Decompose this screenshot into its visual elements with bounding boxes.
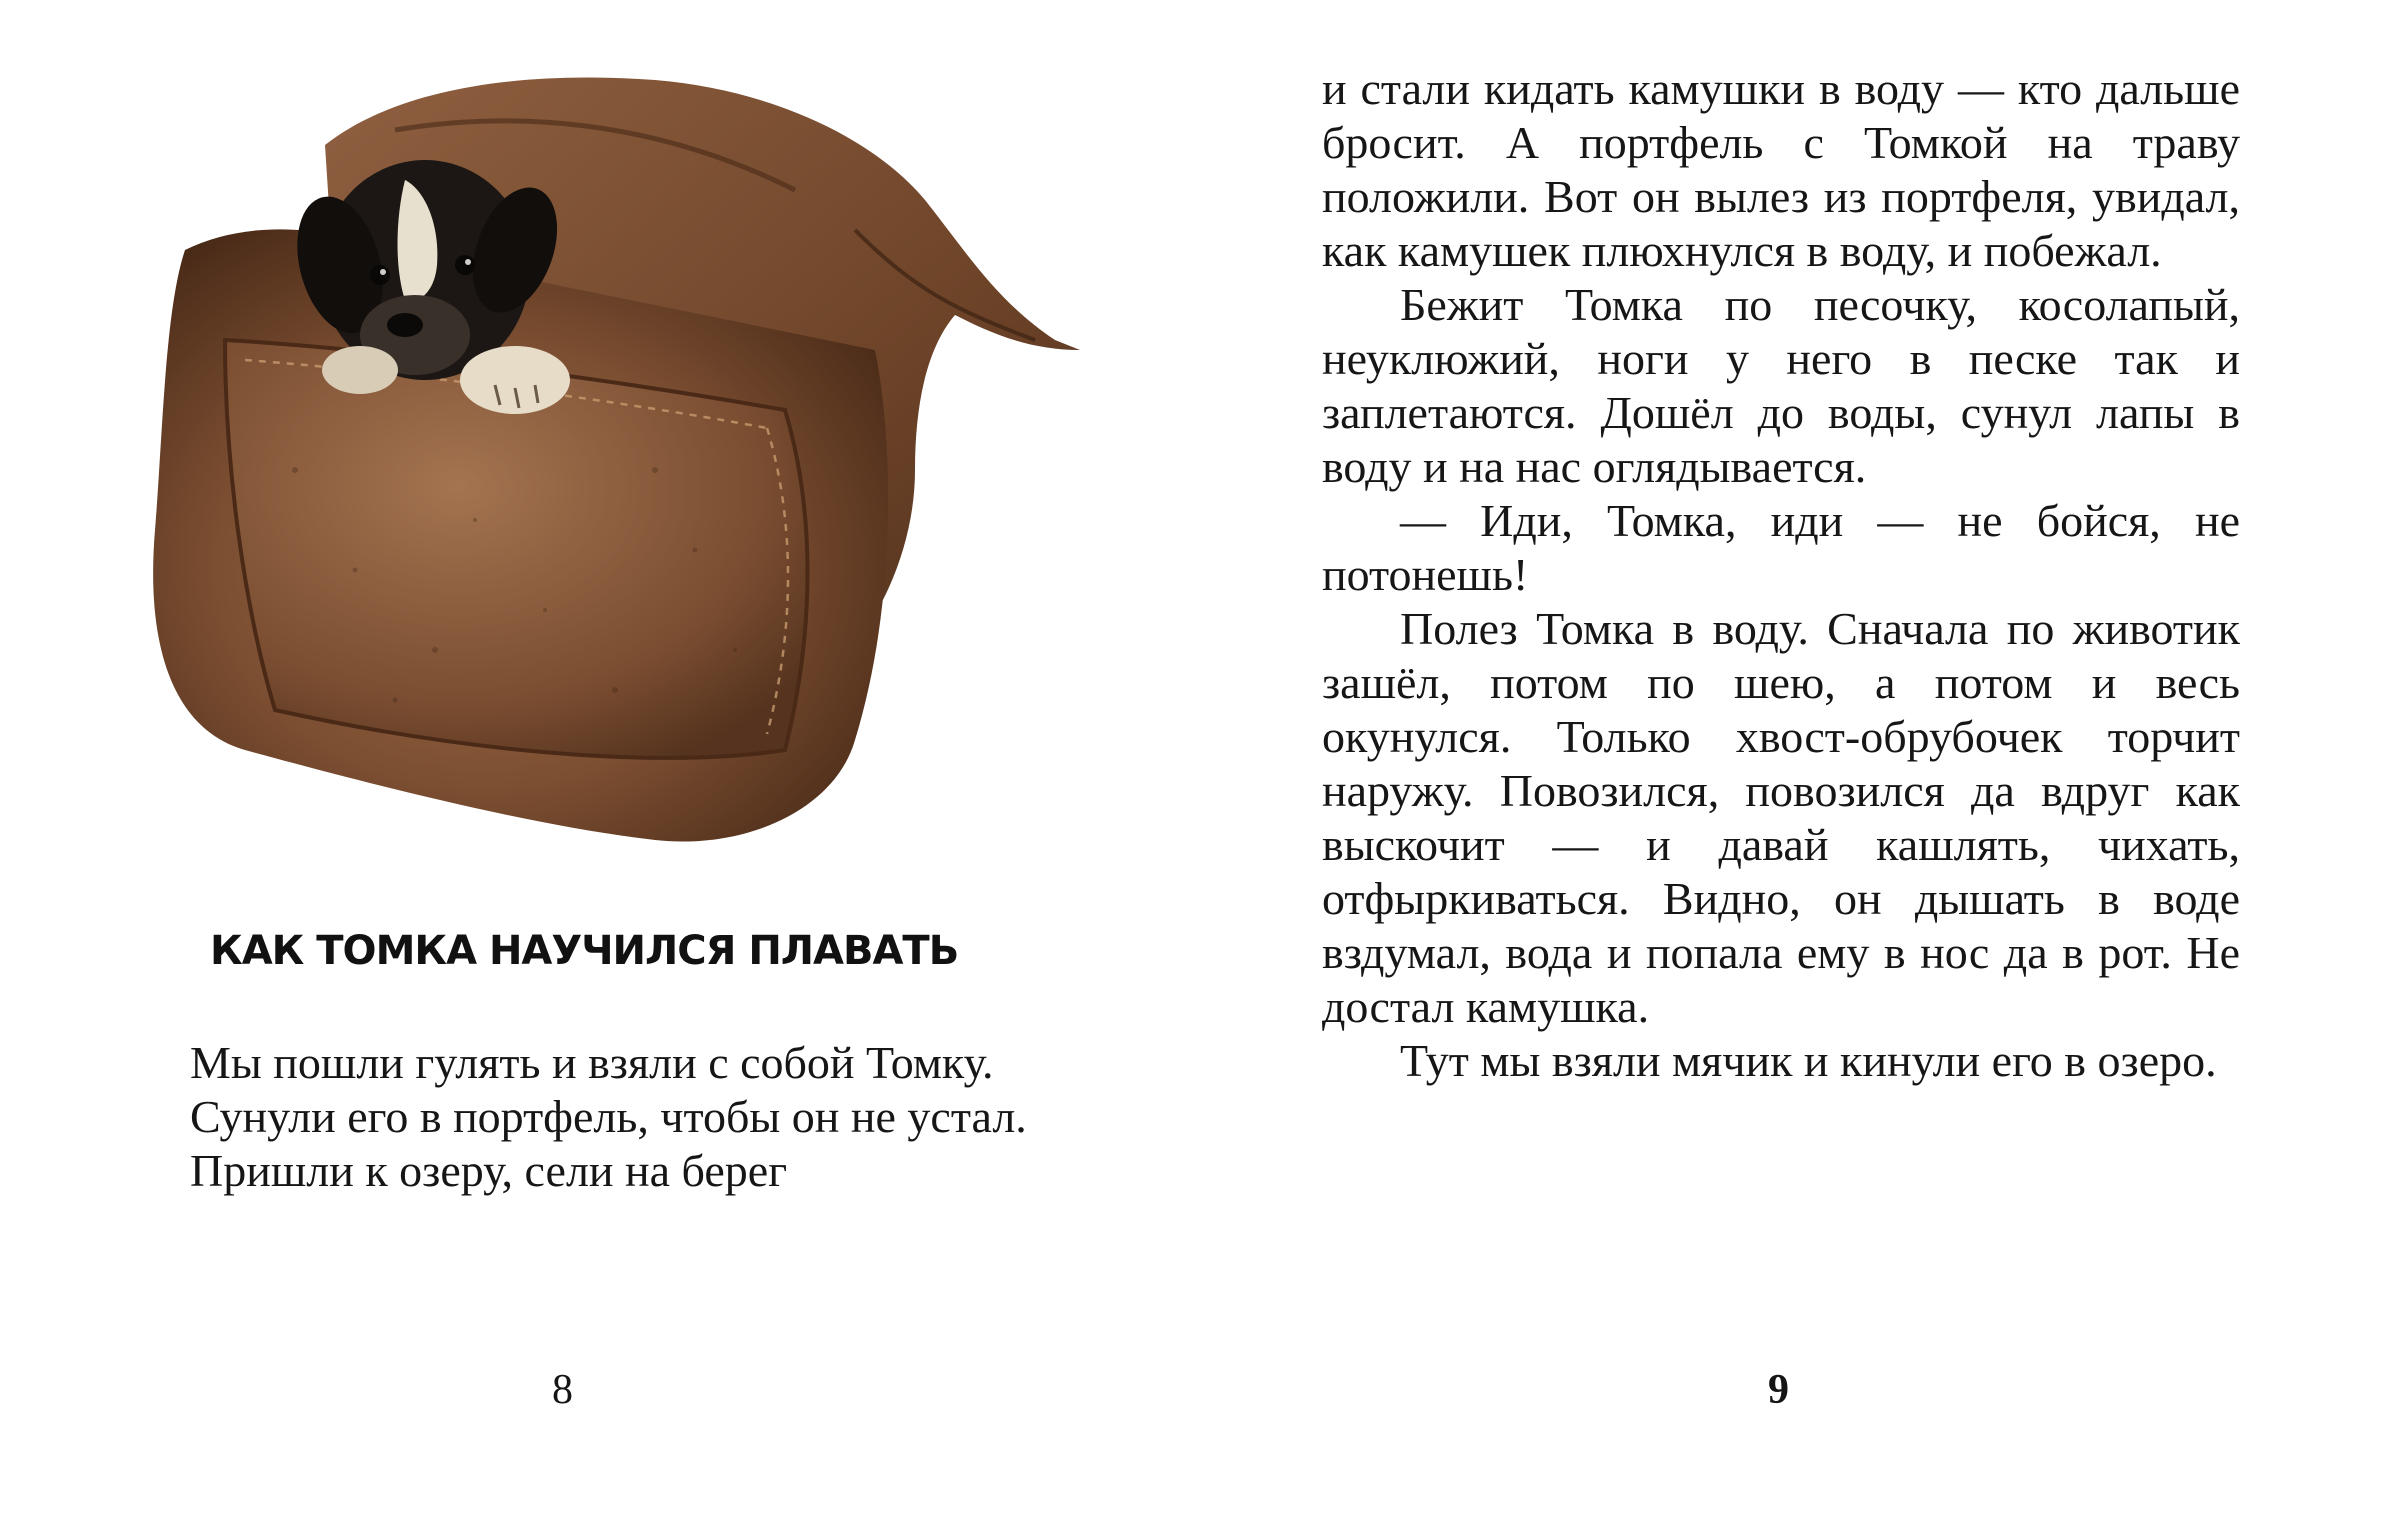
paragraph: Тут мы взяли мячик и кинули его в озеро. (1400, 1035, 2217, 1086)
paragraph: — Иди, Томка, иди — не бойся, не потонешь! (1322, 495, 2240, 600)
paragraph: Бежит Томка по песочку, косолапый, неуклюжий, ноги у него в песке так и заплетаются. Дошёл до воды, сунул лапы в воду и на нас оглядывается. (1322, 279, 2240, 492)
paragraph: Сунули его в портфель, чтобы он не устал. (190, 1091, 1027, 1142)
paragraph: Полез Томка в воду. Сначала по животик зашёл, потом по шею, а потом и весь окунулся. Только хвост-обрубочек торчит наружу. Повозился, повозился да вдруг как выскочит — и давай кашлять, чихать, отфыркиваться. Видно, он дышать в воде вздумал, вода и попала ему в нос да в рот. Не достал камушка. (1322, 603, 2240, 1032)
story-title: КАК ТОМКА НАУЧИЛСЯ ПЛАВАТЬ (210, 928, 959, 974)
puppy-in-briefcase-illustration (95, 50, 1095, 910)
paragraph: Мы пошли гулять и взяли с собой Томку. (190, 1037, 994, 1088)
page-number: 9 (1768, 1367, 1789, 1413)
paragraph: Пришли к озеру, сели на берег (190, 1145, 788, 1196)
left-page-text (112, 1036, 1038, 1198)
page-number: 8 (552, 1367, 573, 1413)
right-page-text (1322, 62, 2240, 1088)
paragraph: и стали кидать камушки в воду — кто дальше бросит. А портфель с Томкой на траву положили. Вот он вылез из портфеля, увидал, как камушек плюхнулся в воду, и побежал. (1322, 63, 2240, 276)
puppy (283, 160, 573, 414)
